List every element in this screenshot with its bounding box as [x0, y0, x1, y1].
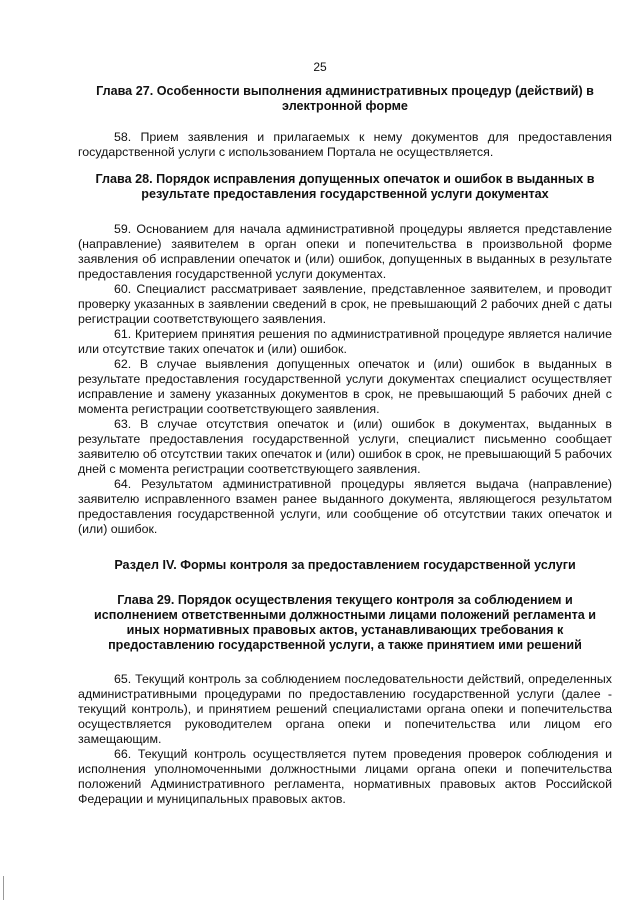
paragraph-64: 64. Результатом административной процедуры является выдача (направление) заявителю исправленного взамен ранее выданного документа, являющегося результатом предоставления государственной услуги, или сообщение об отсутствии таких опечаток и (или) ошибок.	[78, 477, 612, 536]
chapter-28-heading: Глава 28. Порядок исправления допущенных опечаток и ошибок в выданных в результате предоставления государственной услуги документах	[95, 172, 595, 201]
paragraph-62: 62. В случае выявления допущенных опечаток и (или) ошибок в выданных в результате предоставления государственной услуги документах специалист осуществляет исправление и замену указанных документов в срок, не превышающий 5 рабочих дней с момента регистрации соответствующего заявления.	[78, 357, 612, 416]
scan-edge-mark	[3, 876, 4, 900]
paragraph-66: 66. Текущий контроль осуществляется путем проведения проверок соблюдения и исполнения уполномоченными должностными лицами органа опеки и попечительства положений Административного регламента, нормативных правовых актов Российской Федерации и муниципальных правовых актов.	[78, 747, 612, 806]
paragraph-61: 61. Критерием принятия решения по административной процедуре является наличие или отсутствие таких опечаток и (или) ошибок.	[78, 327, 612, 356]
paragraph-59: 59. Основанием для начала административной процедуры является представление (направление) заявителем в орган опеки и попечительства в произвольной форме заявления об исправлении опечаток и (или) ошибок, допущенных в выданных в результате предоставления государственной услуги документах.	[78, 222, 612, 281]
document-body	[78, 84, 612, 807]
paragraph-65: 65. Текущий контроль за соблюдением последовательности действий, определенных административными процедурами по предоставлению государственной услуги (далее - текущий контроль), и принятием решений специалистами органа опеки и попечительства осуществляется руководителем органа опеки и попечительства или лицом его замещающим.	[78, 672, 612, 746]
section-4-heading: Раздел IV. Формы контроля за предоставлением государственной услуги	[114, 558, 576, 572]
paragraph-63: 63. В случае отсутствия опечаток и (или) ошибок в документах, выданных в результате предоставления государственной услуги, специалист письменно сообщает заявителю об отсутствии таких опечаток и (или) ошибок в срок, не превышающий 5 рабочих дней с момента регистрации соответствующего заявления.	[78, 417, 612, 476]
page-number: 25	[313, 60, 327, 74]
chapter-27-heading: Глава 27. Особенности выполнения административных процедур (действий) в электронной форме	[96, 84, 594, 113]
paragraph-58: 58. Прием заявления и прилагаемых к нему документов для предоставления государственной услуги с использованием Портала не осуществляется.	[78, 130, 612, 159]
chapter-29-heading: Глава 29. Порядок осуществления текущего контроля за соблюдением и исполнением ответственными должностными лицами положений регламента и иных нормативных правовых актов, устанавливающих требования к предоставлению государственной услуги, а также принятием ими решений	[94, 593, 596, 652]
paragraph-60: 60. Специалист рассматривает заявление, представленное заявителем, и проводит проверку указанных в заявлении сведений в срок, не превышающий 2 рабочих дней с даты регистрации соответствующего заявления.	[78, 282, 612, 326]
